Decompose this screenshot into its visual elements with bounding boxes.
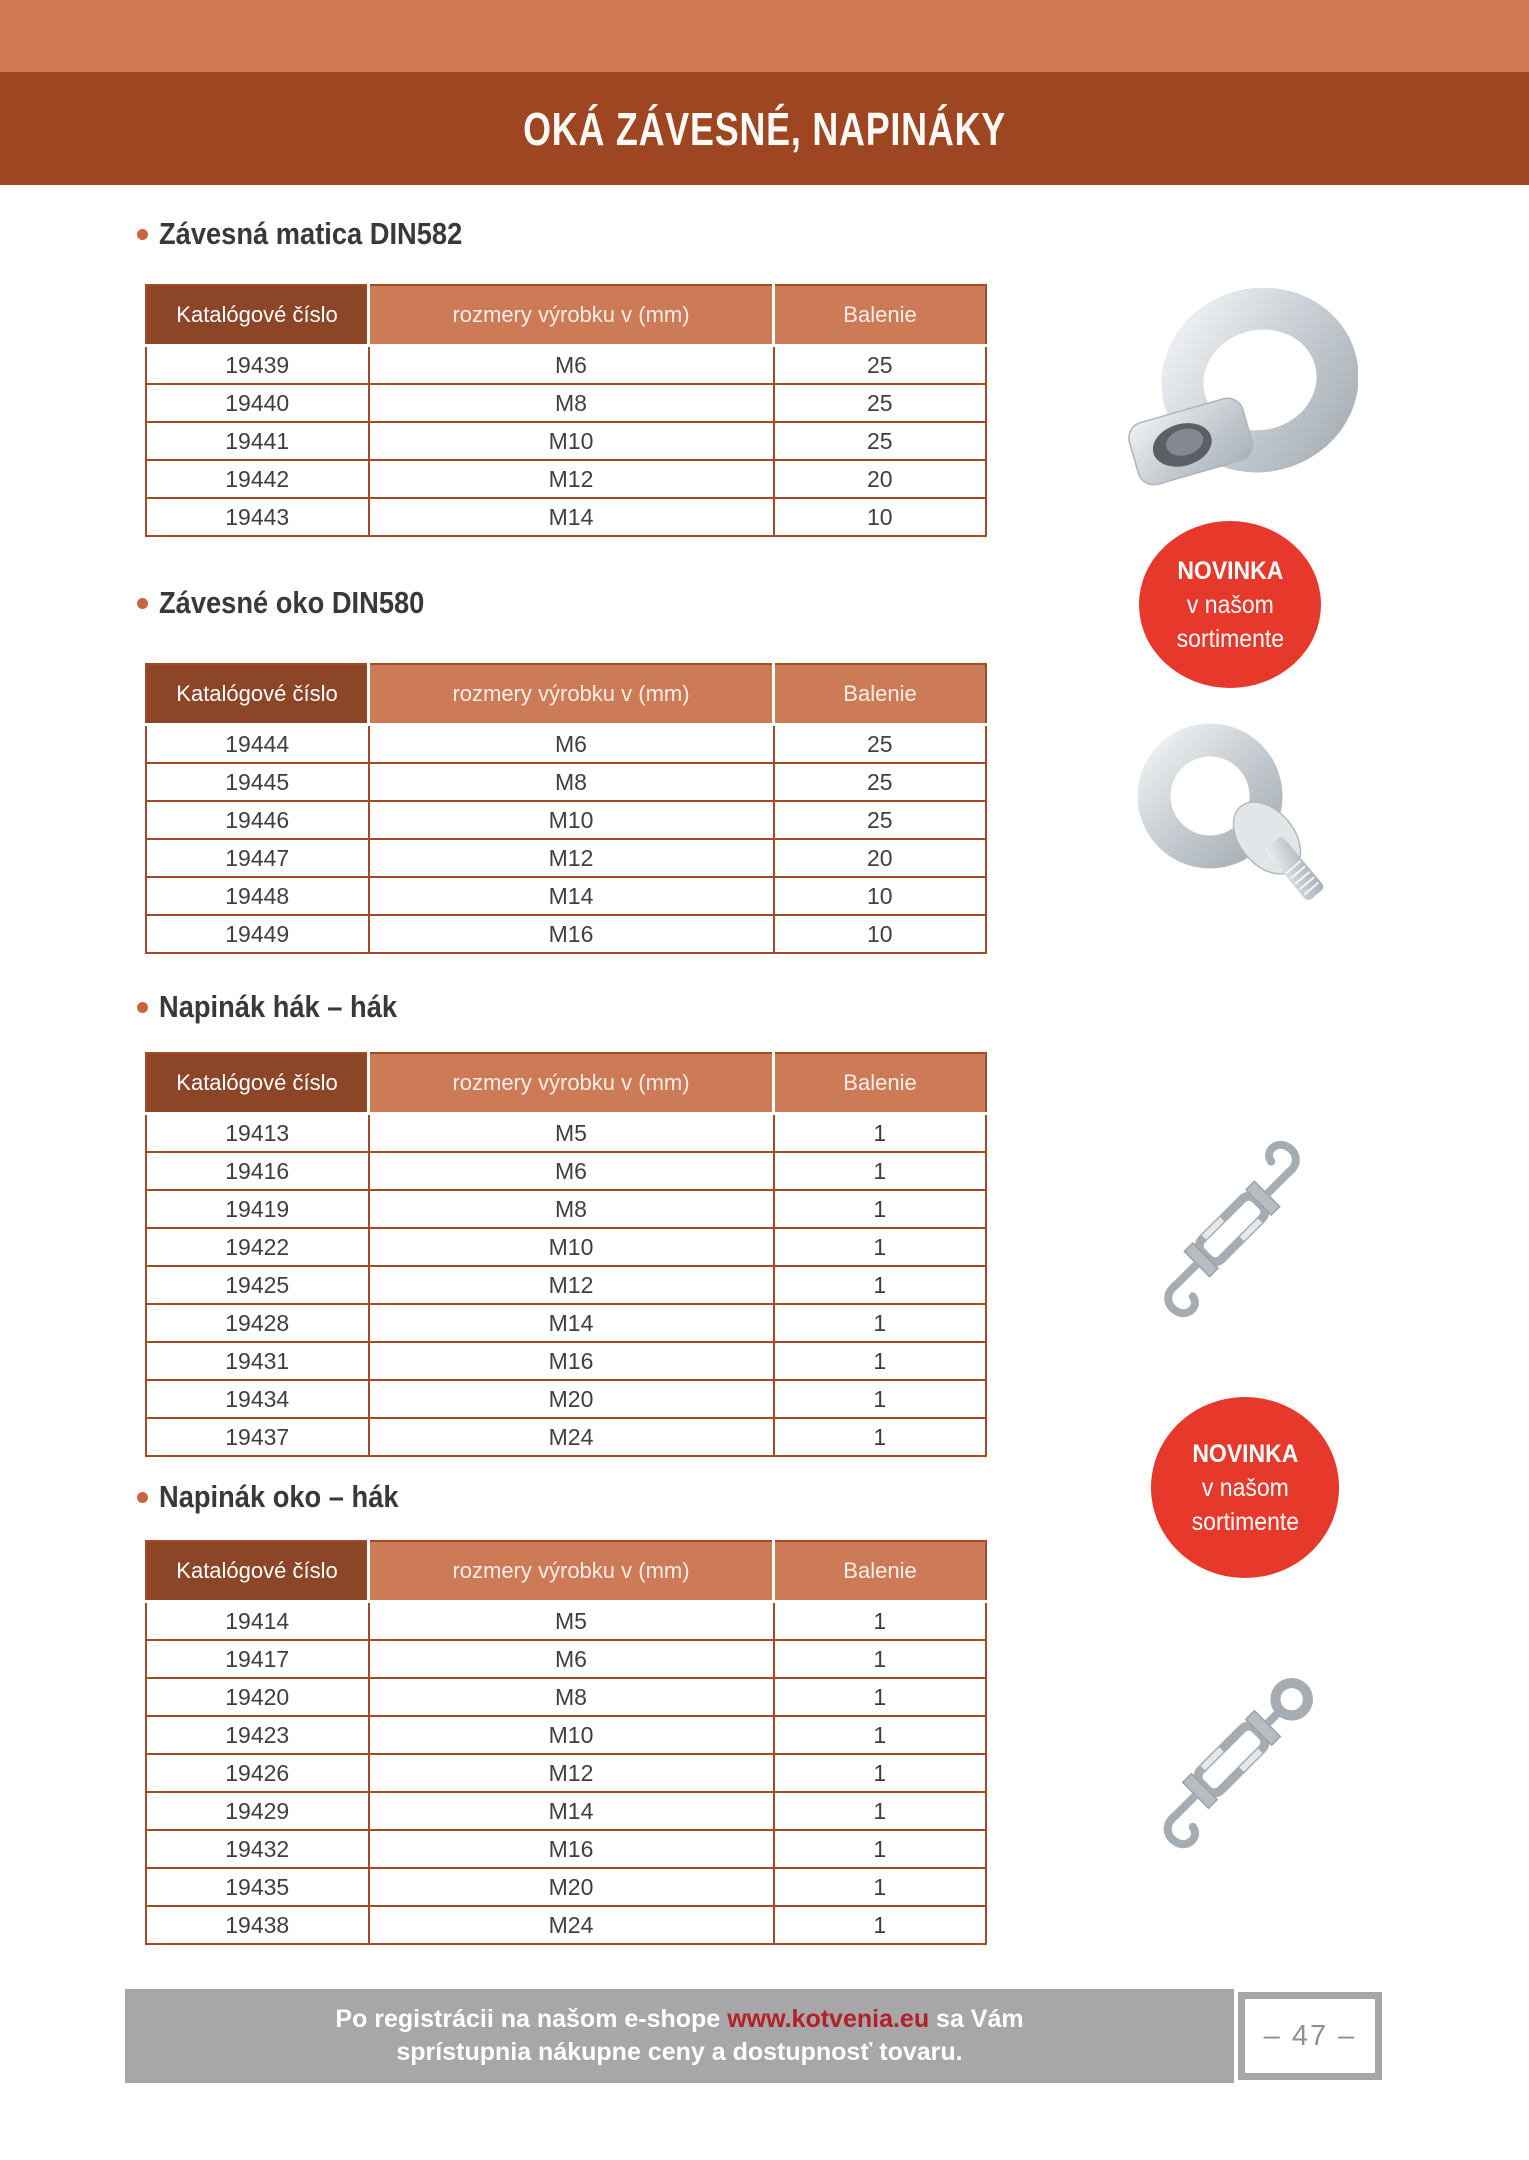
cell-dimensions: M24: [369, 1906, 774, 1944]
cell-pack: 25: [774, 422, 987, 460]
footer-link[interactable]: www.kotvenia.eu: [727, 2005, 930, 2033]
cell-pack: 25: [774, 346, 987, 385]
cell-pack: 20: [774, 460, 987, 498]
cell-pack: 25: [774, 763, 987, 801]
badge-line1: NOVINKA: [1176, 556, 1284, 585]
cell-pack: 1: [774, 1868, 987, 1906]
badge-line1: NOVINKA: [1191, 1439, 1299, 1468]
column-header-0: Katalógové číslo: [146, 1053, 369, 1114]
cell-dimensions: M14: [369, 498, 774, 536]
table-row: [146, 877, 986, 915]
cell-pack: 20: [774, 839, 987, 877]
cell-pack: 25: [774, 725, 987, 764]
section-heading-label: Závesná matica DIN582: [159, 216, 463, 251]
table-row: [146, 1418, 986, 1456]
cell-dimensions: M12: [369, 839, 774, 877]
section-heading-napinak-hak-hak: [137, 985, 430, 1029]
table-row: [146, 725, 986, 764]
cell-pack: 25: [774, 801, 987, 839]
column-header-1: rozmery výrobku v (mm): [369, 664, 774, 725]
cell-catalog-number: 19447: [146, 839, 369, 877]
novinka-badge: [1151, 1397, 1339, 1578]
cell-pack: 1: [774, 1678, 987, 1716]
footer-bar: [125, 1989, 1234, 2083]
cell-dimensions: M16: [369, 1830, 774, 1868]
table-row: [146, 1266, 986, 1304]
page-number: – 47 –: [1263, 2019, 1357, 2052]
footer-line2: sprístupnia nákupne ceny a dostupnosť tovaru.: [396, 2038, 963, 2066]
page-number-box: [1238, 1992, 1382, 2080]
badge-line2: v našom: [1186, 590, 1274, 619]
table-napinak-hak-hak: [145, 1052, 987, 1457]
cell-dimensions: M8: [369, 1678, 774, 1716]
section-heading-napinak-oko-hak: [137, 1475, 431, 1519]
cell-pack: 1: [774, 1380, 987, 1418]
table-row: [146, 1792, 986, 1830]
column-header-2: Balenie: [774, 1541, 987, 1602]
cell-catalog-number: 19413: [146, 1114, 369, 1153]
cell-dimensions: M5: [369, 1602, 774, 1641]
cell-dimensions: M14: [369, 877, 774, 915]
column-header-1: rozmery výrobku v (mm): [369, 1053, 774, 1114]
cell-catalog-number: 19437: [146, 1418, 369, 1456]
bullet-icon: [137, 598, 148, 609]
cell-dimensions: M12: [369, 1754, 774, 1792]
cell-catalog-number: 19444: [146, 725, 369, 764]
cell-pack: 1: [774, 1754, 987, 1792]
cell-pack: 1: [774, 1640, 987, 1678]
table-row: [146, 422, 986, 460]
table-row: [146, 1906, 986, 1944]
cell-catalog-number: 19441: [146, 422, 369, 460]
table-row: [146, 1830, 986, 1868]
cell-catalog-number: 19428: [146, 1304, 369, 1342]
cell-catalog-number: 19435: [146, 1868, 369, 1906]
table-row: [146, 1380, 986, 1418]
table-zavesne-oko: [145, 663, 987, 954]
section-heading-label: Napinák oko – hák: [159, 1479, 399, 1514]
table-header-row: [146, 1541, 986, 1602]
table-zavesna-matica: [145, 284, 987, 537]
table-row: [146, 1716, 986, 1754]
cell-pack: 1: [774, 1228, 987, 1266]
table-row: [146, 1640, 986, 1678]
cell-pack: 1: [774, 1152, 987, 1190]
bullet-icon: [137, 229, 148, 240]
cell-catalog-number: 19426: [146, 1754, 369, 1792]
table-header-row: [146, 1053, 986, 1114]
cell-catalog-number: 19440: [146, 384, 369, 422]
cell-dimensions: M16: [369, 1342, 774, 1380]
bullet-icon: [137, 1002, 148, 1013]
cell-dimensions: M12: [369, 460, 774, 498]
column-header-2: Balenie: [774, 664, 987, 725]
top-accent-strip: [0, 0, 1529, 72]
cell-pack: 1: [774, 1266, 987, 1304]
cell-catalog-number: 19442: [146, 460, 369, 498]
cell-dimensions: M10: [369, 1228, 774, 1266]
cell-dimensions: M8: [369, 384, 774, 422]
cell-pack: 10: [774, 877, 987, 915]
footer-text-prefix: Po registrácii na našom e-shope: [335, 2005, 721, 2033]
eye-bolt-photo: [1125, 722, 1345, 920]
table-row: [146, 498, 986, 536]
table-row: [146, 1228, 986, 1266]
table-row: [146, 1114, 986, 1153]
cell-catalog-number: 19434: [146, 1380, 369, 1418]
table-header-row: [146, 664, 986, 725]
cell-catalog-number: 19439: [146, 346, 369, 385]
cell-catalog-number: 19446: [146, 801, 369, 839]
cell-catalog-number: 19448: [146, 877, 369, 915]
title-band: [0, 72, 1529, 185]
cell-dimensions: M14: [369, 1792, 774, 1830]
badge-line2: v našom: [1201, 1473, 1289, 1502]
table-row: [146, 839, 986, 877]
cell-catalog-number: 19432: [146, 1830, 369, 1868]
cell-catalog-number: 19425: [146, 1266, 369, 1304]
table-row: [146, 763, 986, 801]
cell-pack: 1: [774, 1304, 987, 1342]
table-header-row: [146, 285, 986, 346]
page-title: OKÁ ZÁVESNÉ, NAPINÁKY: [523, 102, 1006, 155]
cell-pack: 25: [774, 384, 987, 422]
column-header-1: rozmery výrobku v (mm): [369, 285, 774, 346]
column-header-2: Balenie: [774, 285, 987, 346]
footer-line1: [335, 2003, 1023, 2036]
table-row: [146, 915, 986, 953]
cell-catalog-number: 19416: [146, 1152, 369, 1190]
table-row: [146, 1304, 986, 1342]
section-heading-zavesna-matica: [137, 212, 504, 256]
table-row: [146, 384, 986, 422]
table-napinak-oko-hak: [145, 1540, 987, 1945]
cell-dimensions: M6: [369, 1152, 774, 1190]
cell-catalog-number: 19449: [146, 915, 369, 953]
cell-dimensions: M8: [369, 1190, 774, 1228]
section-heading-label: Napinák hák – hák: [159, 989, 398, 1024]
cell-pack: 1: [774, 1342, 987, 1380]
cell-dimensions: M14: [369, 1304, 774, 1342]
cell-catalog-number: 19445: [146, 763, 369, 801]
table-row: [146, 801, 986, 839]
cell-pack: 1: [774, 1418, 987, 1456]
cell-catalog-number: 19420: [146, 1678, 369, 1716]
table-row: [146, 1190, 986, 1228]
column-header-1: rozmery výrobku v (mm): [369, 1541, 774, 1602]
cell-pack: 1: [774, 1906, 987, 1944]
table-row: [146, 346, 986, 385]
cell-pack: 1: [774, 1602, 987, 1641]
cell-pack: 1: [774, 1114, 987, 1153]
cell-dimensions: M10: [369, 801, 774, 839]
cell-dimensions: M20: [369, 1868, 774, 1906]
cell-pack: 10: [774, 915, 987, 953]
cell-catalog-number: 19422: [146, 1228, 369, 1266]
cell-dimensions: M8: [369, 763, 774, 801]
eye-nut-photo: [1120, 288, 1358, 506]
cell-catalog-number: 19443: [146, 498, 369, 536]
cell-dimensions: M6: [369, 346, 774, 385]
table-row: [146, 1678, 986, 1716]
cell-catalog-number: 19431: [146, 1342, 369, 1380]
cell-dimensions: M16: [369, 915, 774, 953]
table-row: [146, 1754, 986, 1792]
cell-catalog-number: 19414: [146, 1602, 369, 1641]
cell-catalog-number: 19419: [146, 1190, 369, 1228]
column-header-2: Balenie: [774, 1053, 987, 1114]
turnbuckle-hook-hook-photo: [1122, 1120, 1342, 1338]
cell-dimensions: M20: [369, 1380, 774, 1418]
cell-pack: 10: [774, 498, 987, 536]
turnbuckle-eye-hook-photo: [1118, 1646, 1346, 1874]
cell-catalog-number: 19423: [146, 1716, 369, 1754]
cell-dimensions: M24: [369, 1418, 774, 1456]
section-heading-zavesne-oko: [137, 581, 461, 625]
cell-dimensions: M6: [369, 725, 774, 764]
cell-catalog-number: 19417: [146, 1640, 369, 1678]
badge-line3: sortimente: [1176, 624, 1284, 653]
table-row: [146, 1342, 986, 1380]
cell-catalog-number: 19429: [146, 1792, 369, 1830]
column-header-0: Katalógové číslo: [146, 664, 369, 725]
cell-dimensions: M6: [369, 1640, 774, 1678]
table-row: [146, 1868, 986, 1906]
cell-pack: 1: [774, 1830, 987, 1868]
badge-line3: sortimente: [1191, 1507, 1299, 1536]
table-row: [146, 1152, 986, 1190]
cell-dimensions: M10: [369, 422, 774, 460]
table-row: [146, 460, 986, 498]
cell-dimensions: M12: [369, 1266, 774, 1304]
cell-pack: 1: [774, 1716, 987, 1754]
cell-catalog-number: 19438: [146, 1906, 369, 1944]
column-header-0: Katalógové číslo: [146, 1541, 369, 1602]
footer-text-suffix: sa Vám: [936, 2005, 1024, 2033]
cell-pack: 1: [774, 1190, 987, 1228]
cell-dimensions: M10: [369, 1716, 774, 1754]
section-heading-label: Závesné oko DIN580: [159, 585, 425, 620]
column-header-0: Katalógové číslo: [146, 285, 369, 346]
cell-dimensions: M5: [369, 1114, 774, 1153]
cell-pack: 1: [774, 1792, 987, 1830]
bullet-icon: [137, 1492, 148, 1503]
novinka-badge: [1139, 521, 1321, 688]
table-row: [146, 1602, 986, 1641]
